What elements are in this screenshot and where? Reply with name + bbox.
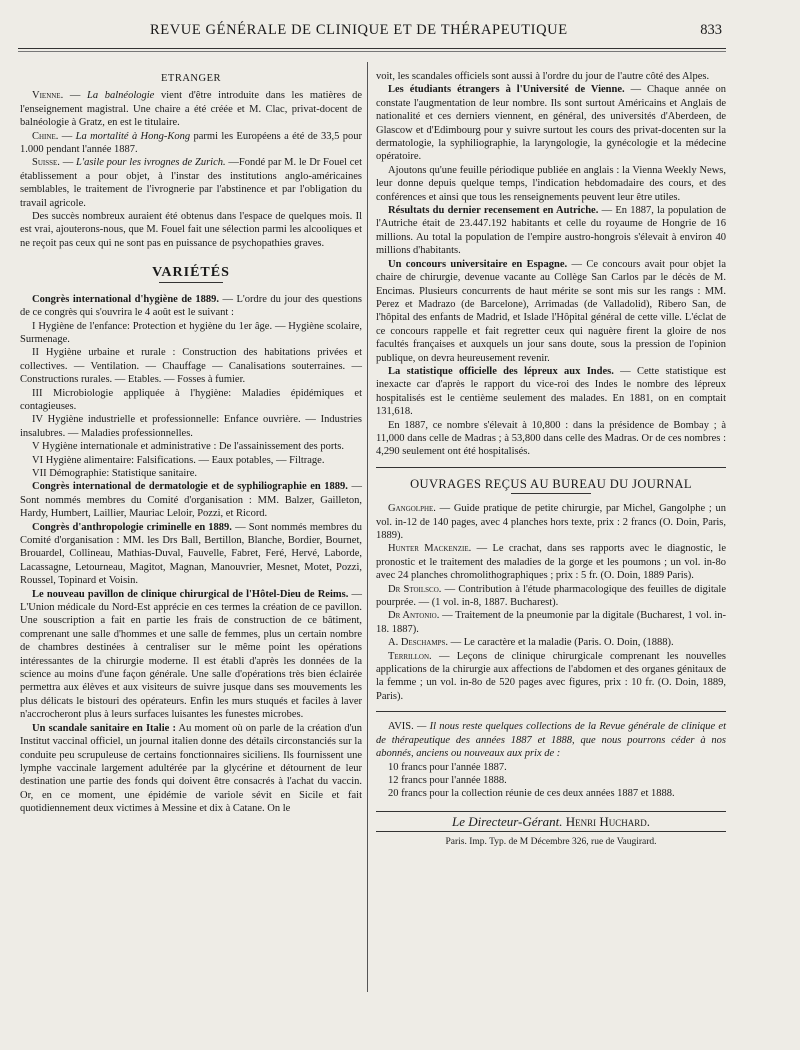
hygiene-title: Congrès international d'hygiène de 1889. — [32, 293, 219, 305]
printer-imprint: Paris. Imp. Typ. de M Décembre 326, rue de Vaugirard. — [445, 837, 657, 848]
ouvrage-text: — Leçons de clinique chirurgicale comprenant les nouvelles applications de la chirurgie aux affections de l'abdomen et des organes génitaux de la femme ; un vol. in-8o de 520 pages avec figures, prix : 10 fr. (O. Doin, 1889, Paris). — [376, 650, 726, 702]
ouvrage-item — [376, 636, 726, 649]
varietes-rule — [159, 282, 223, 283]
ouvrage-text: — Traitement de la pneumonie par la digitale (Bucharest, 1 vol. in-18. 1887). — [376, 610, 726, 635]
scandale-paragraph — [20, 722, 362, 816]
ouvrage-item — [376, 583, 726, 610]
pavillon-text: — L'Union médicale du Nord-Est apprécie en ces termes la création de ce pavillon. Une souscription a fait en partie les frais de construction de ce bâtiment, comprenant une salle d'hommes et une salle de femmes, plus un certain nombre de chambres destinées à centraliser sur le même point les opérations intéressantes de la chirurgie moderne. Il est établi d'après les données de la science au moins d'une façon générale. Une salle d'opérations très bien éclairée permettra aux élèves et aux visiteurs de suivre jusque dans ses mouvements les plus délicats le bistouri des opérateurs. Enfin les murs stuqués et faciles à laver n'accrocheront plus à leurs surfaces luisantes les funestes microbes. — [20, 588, 362, 721]
header-rule-secondary — [18, 51, 726, 52]
page-number: 833 — [700, 22, 722, 38]
signature-name: Henri Huchard. — [565, 813, 650, 829]
hygiene-intro: — L'ordre du jour des questions de ce congrès qui s'ouvrira le 4 août est le suivant : — [20, 293, 362, 319]
ouvrage-author: Terrillon. — [388, 650, 432, 662]
chine-text: parmi les Européens a été de 33,5 pour 1.000 pendant l'année 1887. — [20, 130, 363, 156]
suisse-label: Suisse. — [32, 157, 60, 169]
scandale-title: Un scandale sanitaire en Italie : — [32, 722, 176, 734]
hygiene-section-3: III Microbiologie appliquée à l'hygiène: Maladies épidémiques et contagieuses. — [20, 387, 362, 412]
anthropo-text: — Sont nommés membres du Comité d'organisation : MM. les Drs Ball, Bertillon, Blanche, Bordier, Bournet, Brouardel, Collineau, Mathias-Duval, Fauvelle, Fabret, Feré, Hervé, Laborde, Lacassagne, Letourneau, Magitot, Magnan, Manouvrier, Mesnet, Motet, Pozzi, Roussel, Topinard et Voisin. — [20, 521, 363, 587]
suisse-text: —Fondé par M. le Dr Fouel cet établissement a pour objet, à l'instar des institutions anglo-américaines semblables, le traitement de l'ivrognerie par l'abstinence et par l'obligation du travail agricole. — [20, 157, 362, 209]
avis-divider — [376, 711, 726, 712]
pavillon-paragraph — [20, 588, 362, 722]
avis-notice — [376, 720, 726, 800]
concours-paragraph — [376, 258, 726, 365]
suisse-paragraph-2: Des succès nombreux auraient été obtenus dans l'espace de quelques mois. Il est vrai, ajouterons-nous, que M. Fouel fait une sélection parmi les alcooliques et ne reçoit pas ceux qui ne sont pas en puissance de psychopathies graves. — [20, 211, 362, 249]
hygiene-section-5: V Hygiène internationale et administrative : De l'assainissement des ports. — [32, 441, 344, 453]
varietes-title: VARIÉTÉS — [152, 265, 230, 281]
ouvrage-item — [376, 609, 726, 636]
running-title: REVUE GÉNÉRALE DE CLINIQUE ET DE THÉRAPEUTIQUE — [150, 22, 568, 38]
ouvrage-text: — Contribution à l'étude pharmacologique des feuilles de digitale pourprée. — (1 vol. in-8, 1887. Bucharest). — [376, 583, 726, 609]
right-column — [376, 70, 726, 850]
concours-text: — Ce concours avait pour objet la chaire de chirurgie, devenue vacante au Collège San Carlos par le décès de M. Encimas. Plusieurs concurrents de haut mérite se sont mis sur les rangs : MM. Perez et Madrazo (de Barcelone), Arrimadas (de Valladolid), Ribero San, de l'hôpital des enfants de Madrid, et Islade l'Hôpital général de cette ville. L'éclat de ce concours rappelle et fait regretter ceux qui naguère firent la gloire de nos facultés françaises et auxquels un jour sans doute, sous la pression de l'opinion publique, on devra heureusement revenir. — [376, 258, 727, 364]
lepreux-title: La statistique officielle des lépreux aux Indes. — [388, 365, 614, 377]
chine-label: Chine. — [32, 130, 59, 142]
scandale-text: Au moment où on parle de la création d'un Institut vaccinal officiel, un journal italien donne des détails circonstanciés sur la conduite peu scrupuleuse de certains fonctionnaires siciliens. Ils fournissent une lymphe vaccinale largement adultérée par la glycérine et détournent de leur destination une partie des fonds qui doivent être consacrés à l'achat du vaccin. Or, en ce moment, une épidémie de variole sévit en Sicile et fait quotidiennement deux victimes à Messine et dix à Catane. On le — [20, 722, 363, 815]
avis-paragraph — [376, 720, 726, 760]
header-rule — [18, 48, 726, 49]
chine-title: La mortalité à Hong-Kong — [75, 130, 191, 142]
ouvrage-text: — Guide pratique de petite chirurgie, par Michel, Gangolphe ; un vol. in-12 de 140 pages, avec 4 planches hors texte, prix : 2 francs (O. Doin, Paris, 1889). — [376, 503, 727, 541]
lepreux-paragraph — [376, 365, 726, 419]
dermato-text: — Sont nommés membres du Comité d'organisation : MM. Balzer, Gailleton, Hardy, Humbert, Laillier, Mauriac Leloir, Pozzi, et Ricord. — [20, 481, 363, 520]
avis-text: — Il nous reste quelques collections de la Revue générale de clinique et de thérapeutique des années 1887 et 1888, que nous pourrons céder à nos abonnés, anciens ou nouveaux aux prix de : — [376, 721, 726, 760]
avis-label: AVIS. — [388, 721, 414, 733]
avis-price-line: 10 francs pour l'année 1887. — [388, 761, 507, 773]
vienne-title: La balnéologie — [87, 90, 155, 102]
lepreux-text: — Cette statistique est inexacte car d'après le rapport du vice-roi des Indes le nombre des lépreux hospitalisés est le centième seulement des malades. En 1881, on en comptait 131,618. — [376, 365, 727, 418]
etudiants-paragraph-2: Ajoutons qu'une feuille périodique publiée en anglais : la Vienna Weekly News, leur donne depuis quelque temps, l'indication hebdomadaire des cours, et des conférences et ainsi que tous les renseignements peuvent leur être utiles. — [376, 164, 726, 203]
etudiants-text: — Chaque année on constate l'augmentation de leur nombre. Ils sont surtout Américains et Anglais de nationalité et ces derniers viennent, en général, des universités d'Aberdeen, de Glascow et d'Edimbourg pour y suivre surtout les cours des privat-docenten sur la dermatologie, la syphiliographie, la laryngologie, la gynécologie et la médecine opératoire. — [376, 84, 726, 163]
hygiene-section-4: IV Hygiène industrielle et professionnelle: Enfance ouvrière. — Industries insalubres. — Maladies professionnelles. — [20, 414, 362, 439]
etudiants-title: Les étudiants étrangers à l'Université de Vienne. — [388, 84, 625, 96]
section-divider — [376, 467, 726, 468]
running-head — [0, 22, 800, 44]
etranger-heading: ETRANGER — [161, 73, 221, 84]
ouvrage-author: Hunter Mackenzie. — [388, 543, 472, 555]
lepreux-paragraph-2: En 1887, ce nombre s'élevait à 10,800 : dans la présidence de Bombay ; à 11,000 dans celle de Madras ; à 53,800 dans celle des Madras. Or de ces nombres : 4,290 seulement ont été hospitalisés. — [376, 419, 726, 458]
ouvrages-rule — [511, 493, 591, 494]
anthropo-title: Congrès d'anthropologie criminelle en 1889. — [32, 521, 232, 533]
hygiene-section-7: VII Démographie: Statistique sanitaire. — [32, 467, 198, 479]
suisse-paragraph: Suisse. — L'asile pour les ivrognes de Zurich. —Fondé par M. le Dr Fouel cet établissement a pour objet, à l'instar des institutions anglo-américaines semblables, le traitement de l'ivrognerie par l'abstinence et par l'obligation du travail agricole. — [20, 157, 362, 209]
recensement-text: — En 1887, la population de l'Autriche était de 23.447.192 habitants et celle du royaume de Hongrie de 16 millions. Au total la population de l'empire austro-hongrois s'élevait à environ 40 millions d'habitants. — [376, 205, 726, 257]
vienne-paragraph: Vienne. — La balnéologie vient d'être introduite dans les matières de l'enseignement magistral. Une chaire a été créée et M. Clac, privat-docent de balnéologie à Gratz, en est le titulaire. — [20, 90, 363, 129]
chine-paragraph: Chine. — La mortalité à Hong-Kong parmi les Européens a été de 33,5 pour 1.000 pendant l'année 1887. — [20, 130, 363, 156]
ouvrage-author: Gangolphe. — [388, 503, 436, 515]
dermato-title: Congrès international de dermatologie et de syphiliographie en 1889. — [32, 481, 348, 493]
dermato-paragraph — [20, 480, 362, 520]
left-column — [20, 72, 362, 816]
ouvrage-text: — Le crachat, dans ses rapports avec le diagnostic, le pronostic et le traitement des maladies de la gorge et les poumons ; un vol. in-8o avec 24 planches chromolithographiques ; prix : 5 fr. (O. Doin, 1889 Paris). — [376, 543, 726, 582]
hygiene-paragraph — [20, 293, 362, 320]
continuation-paragraph: voit, les scandales officiels sont aussi à l'ordre du jour de l'autre côté des Alpes. — [376, 71, 710, 82]
ouvrage-text: — Le caractère et la maladie (Paris. O. Doin, (1888). — [450, 637, 674, 649]
avis-price-line: 12 francs pour l'année 1888. — [388, 774, 507, 786]
vienne-text: vient d'être introduite dans les matières de l'enseignement magistral. Une chaire a été créée et M. Clac, privat-docent de balnéologie à Gratz, en est le titulaire. — [20, 90, 363, 129]
ouvrage-author: Dr Stoilsco. — [388, 583, 442, 595]
ouvrage-item — [376, 650, 726, 704]
concours-title: Un concours universitaire en Espagne. — [388, 258, 568, 270]
ouvrage-author: A. Deschamps. — [388, 637, 448, 649]
ouvrage-item — [376, 502, 726, 542]
signature-box — [376, 811, 726, 832]
vienne-label: Vienne. — [32, 90, 64, 102]
hygiene-section-1: I Hygiène de l'enfance: Protection et hygiène du 1er âge. — Hygiène scolaire, Surmenage. — [20, 320, 362, 345]
signature-role: Le Directeur-Gérant. — [452, 813, 563, 829]
hygiene-section-6: VI Hygiène alimentaire: Falsifications. — Eaux potables, — Filtrage. — [32, 454, 325, 466]
ouvrages-title: OUVRAGES REÇUS AU BUREAU DU JOURNAL — [410, 476, 692, 491]
anthropo-paragraph — [20, 521, 362, 588]
column-divider — [367, 62, 368, 992]
ouvrage-author: Dr Antonio. — [388, 610, 440, 622]
avis-price-line: 20 francs pour la collection réunie de ces deux années 1887 et 1888. — [388, 788, 675, 800]
recensement-title: Résultats du dernier recensement en Autriche. — [388, 205, 599, 217]
etudiants-paragraph — [376, 83, 726, 163]
ouvrage-item — [376, 542, 726, 582]
suisse-title: L'asile pour les ivrognes de Zurich. — [75, 157, 226, 169]
recensement-paragraph — [376, 204, 726, 258]
hygiene-section-2: II Hygiène urbaine et rurale : Construction des habitations privées et collectives. — Ventilation. — Chauffage — Canalisations souterraines. — Constructions rurales. — Etables. — Fosses à fumier. — [20, 347, 362, 386]
pavillon-title: Le nouveau pavillon de clinique chirurgical de l'Hôtel-Dieu de Reims. — [32, 588, 349, 600]
